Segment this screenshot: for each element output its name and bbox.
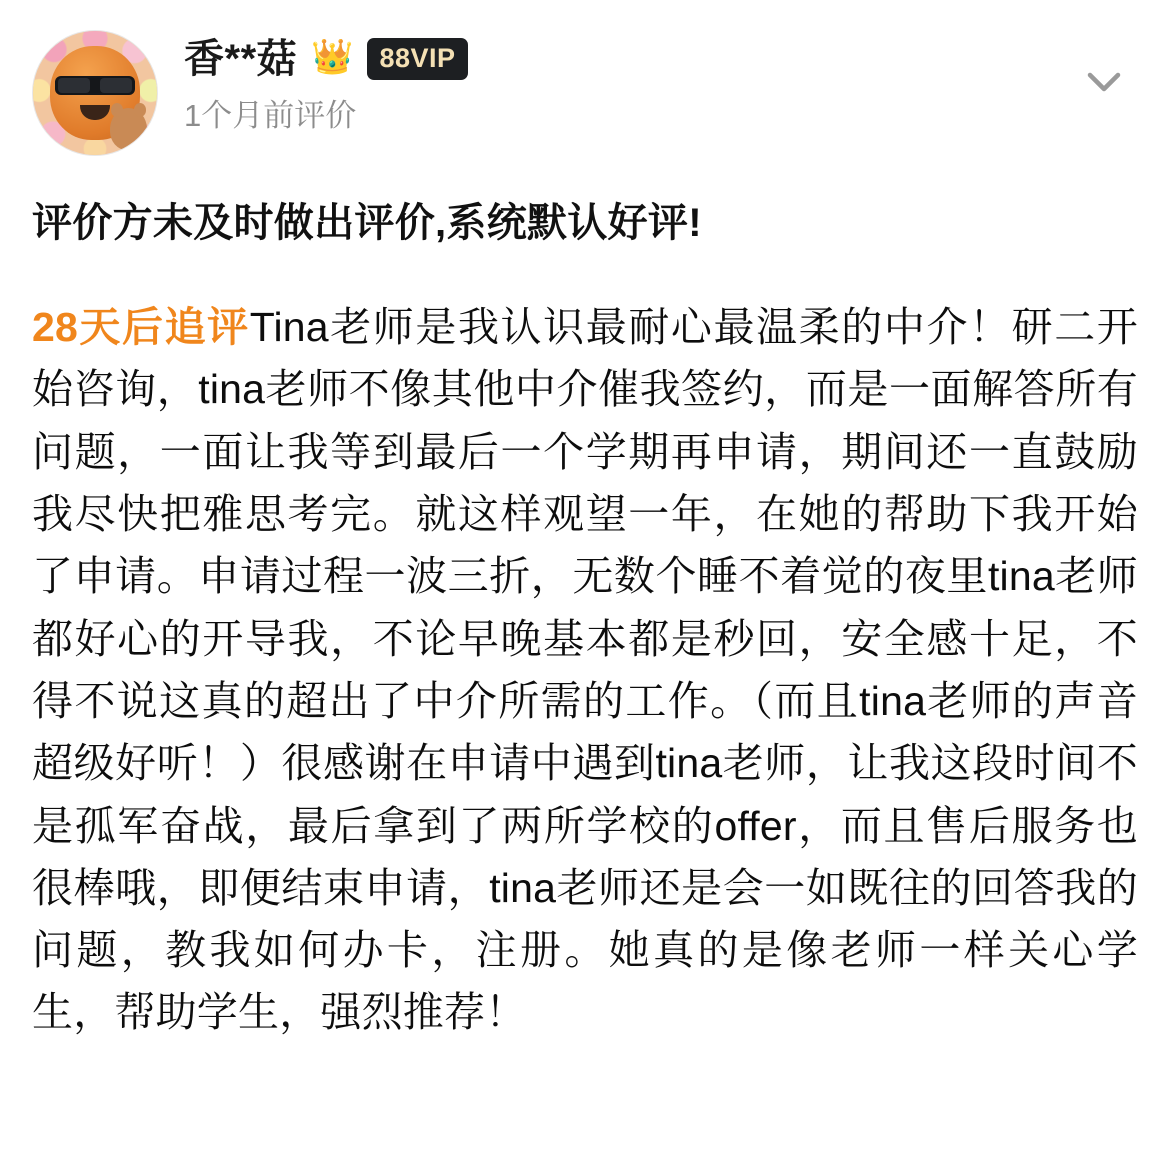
review-header [32,30,1138,170]
avatar[interactable] [32,30,158,156]
review-timestamp: 1个月前评价 [184,98,357,133]
append-review-label: 28天后追评 [32,304,250,350]
vip-badge: 88VIP [367,38,467,80]
user-info [184,30,1138,131]
sunglasses-icon [55,76,134,96]
crown-icon: 👑 [311,38,354,76]
append-review-text: Tina老师是我认识最耐心最温柔的中介！研二开始咨询，tina老师不像其他中介催我签约，而是一面解答所有问题，一面让我等到最后一个学期再申请，期间还一直鼓励我尽快把雅思考完。就这样观望一年，在她的帮助下我开始了申请。申请过程一波三折，无数个睡不着觉的夜里tina老师都好心的开导我，不论早晚基本都是秒回，安全感十足，不得不说这真的超出了中介所需的工作。（而且tina老师的声音超级好听！）很感谢在申请中遇到tina老师，让我这段时间不是孤军奋战，最后拿到了两所学校的offer，而且售后服务也很棒哦，即便结束申请，tina老师还是会一如既往的回答我的问题，教我如何办卡，注册。她真的是像老师一样关心学生，帮助学生，强烈推荐！ [32,304,1138,1036]
user-name[interactable]: 香**菇 [184,37,298,81]
teddy-bear-icon [110,108,147,150]
append-review-block [32,296,1138,1044]
chevron-down-icon[interactable] [1078,56,1130,108]
first-comment-text: 评价方未及时做出评价,系统默认好评! [32,201,702,245]
user-name-row [184,38,1138,80]
